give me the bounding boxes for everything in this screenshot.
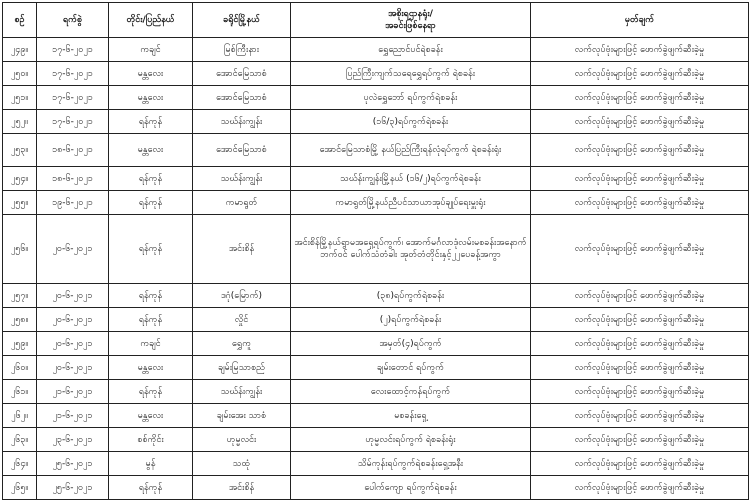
cell-no: ၂၆၃။ [3, 428, 37, 452]
cell-remark: လက်လုပ်ဗုံးများဖြင့် ဖောက်ခွဲဖျက်ဆီးခဲ့မှု [531, 110, 749, 134]
cell-date: ၁၈-၆-၂၀၂၁ [37, 167, 109, 191]
cell-place: အမှတ်(၄)ရပ်ကွက် [291, 332, 531, 356]
header-remark: မှတ်ချက် [531, 3, 749, 38]
cell-date: ၂၀-၆-၂၀၂၁ [37, 332, 109, 356]
cell-no: ၂၅၇။ [3, 284, 37, 308]
cell-date: ၁၇-၆-၂၀၂၁ [37, 62, 109, 86]
cell-township: မြစ်ကြီးနား [193, 38, 291, 62]
cell-region: ရန်ကုန် [109, 191, 193, 215]
cell-region: မန္တလေး [109, 62, 193, 86]
cell-place: (၂)ရပ်ကွက်ရဲစခန်း [291, 308, 531, 332]
cell-date: ၂၀-၆-၂၀၂၁ [37, 215, 109, 284]
cell-township: အောင်မြေသာစံ [193, 134, 291, 167]
cell-remark: လက်လုပ်ဗုံးများဖြင့် ဖောက်ခွဲဖျက်ဆီးခဲ့မှု [531, 308, 749, 332]
cell-remark: လက်လုပ်ဗုံးများဖြင့် ဖောက်ခွဲဖျက်ဆီးခဲ့မှု [531, 167, 749, 191]
cell-no: ၂၆၂။ [3, 404, 37, 428]
cell-date: ၁၇-၆-၂၀၂၁ [37, 110, 109, 134]
cell-date: ၂၀-၆-၂၀၂၁ [37, 284, 109, 308]
cell-remark: လက်လုပ်ဗုံးများဖြင့် ဖောက်ခွဲဖျက်ဆီးခဲ့မှု [531, 38, 749, 62]
cell-township: အောင်မြေသာစံ [193, 86, 291, 110]
cell-region: ရန်ကုန် [109, 167, 193, 191]
cell-township: အင်းစိန် [193, 215, 291, 284]
cell-date: ၁၈-၆-၂၀၂၁ [37, 134, 109, 167]
table-row [3, 134, 749, 167]
header-place [291, 3, 531, 38]
cell-region: ရန်ကုန် [109, 215, 193, 284]
table-row [3, 428, 749, 452]
table-row [3, 38, 749, 62]
cell-no: ၂၆၀။ [3, 356, 37, 380]
cell-place: (၃၈)ရပ်ကွက်ရဲစခန်း [291, 284, 531, 308]
cell-no: ၂၅၀။ [3, 62, 37, 86]
cell-remark: လက်လုပ်ဗုံးများဖြင့် ဖောက်ခွဲဖျက်ဆီးခဲ့မှု [531, 476, 749, 500]
table-row [3, 62, 749, 86]
cell-region: ရန်ကုန် [109, 380, 193, 404]
cell-remark: လက်လုပ်ဗုံးများဖြင့် ဖောက်ခွဲဖျက်ဆီးခဲ့မှု [531, 284, 749, 308]
table-row [3, 380, 749, 404]
cell-remark: လက်လုပ်ဗုံးများဖြင့် ဖောက်ခွဲဖျက်ဆီးခဲ့မှု [531, 215, 749, 284]
cell-township: အောင်မြေသာစံ [193, 62, 291, 86]
table-row [3, 452, 749, 476]
cell-no: ၂၆၄။ [3, 452, 37, 476]
cell-no: ၂၅၂။ [3, 110, 37, 134]
cell-township: ဟုမ္မလင်း [193, 428, 291, 452]
cell-region: မန္တလေး [109, 356, 193, 380]
cell-remark: လက်လုပ်ဗုံးများဖြင့် ဖောက်ခွဲဖျက်ဆီးခဲ့မှု [531, 134, 749, 167]
cell-place: သဃ်န်းကျွန်းမြို့နယ် (၁၆/၂)ရပ်ကွက်ရဲစခန်း [291, 167, 531, 191]
cell-no: ၂၅၉။ [3, 332, 37, 356]
cell-date: ၂၅-၆-၂၀၂၁ [37, 476, 109, 500]
cell-remark: လက်လုပ်ဗုံးများဖြင့် ဖောက်ခွဲဖျက်ဆီးခဲ့မှု [531, 191, 749, 215]
cell-region: ရန်ကုန် [109, 308, 193, 332]
table-body [3, 38, 749, 500]
cell-no: ၂၅၄။ [3, 167, 37, 191]
cell-township: သဃ်န်းကျွန်း [193, 380, 291, 404]
table-row [3, 191, 749, 215]
cell-township: သဃ်န်းကျွန်း [193, 167, 291, 191]
table-row [3, 476, 749, 500]
cell-township: လှိုင် [193, 308, 291, 332]
cell-township: ချမ်းမြသာစည် [193, 356, 291, 380]
cell-no: ၂၅၈။ [3, 308, 37, 332]
cell-remark: လက်လုပ်ဗုံးများဖြင့် ဖောက်ခွဲဖျက်ဆီးခဲ့မှု [531, 380, 749, 404]
cell-place: သိမ်ကုန်းရပ်ကွက်ရဲစခန်းရှေ့အနီး [291, 452, 531, 476]
cell-region: မန္တလေး [109, 86, 193, 110]
table-row [3, 308, 749, 332]
cell-region: ကချင် [109, 332, 193, 356]
cell-place: လေးထောင့်ကန်ရပ်ကွက် [291, 380, 531, 404]
cell-region: မန္တလေး [109, 404, 193, 428]
cell-no: ၂၄၉။ [3, 38, 37, 62]
table-row [3, 110, 749, 134]
table-header-row [3, 3, 749, 38]
header-place-line1: အစိုးရဌာနရုံး/ [388, 9, 433, 19]
table-row [3, 332, 749, 356]
header-region: တိုင်း/ပြည်နယ် [109, 3, 193, 38]
cell-date: ၁၇-၆-၂၀၂၁ [37, 86, 109, 110]
cell-remark: လက်လုပ်ဗုံးများဖြင့် ဖောက်ခွဲဖျက်ဆီးခဲ့မှု [531, 62, 749, 86]
table-row [3, 167, 749, 191]
cell-region: ကချင် [109, 38, 193, 62]
cell-no: ၂၅၆။ [3, 215, 37, 284]
cell-date: ၂၁-၆-၂၀၂၁ [37, 380, 109, 404]
cell-place: ချမ်းတောင် ရပ်ကွက် [291, 356, 531, 380]
cell-township: သထုံ [193, 452, 291, 476]
cell-place: ပုလဲရွှေဘော် ရပ်ကွက်ရဲစခန်း [291, 86, 531, 110]
cell-place: အင်းစိန်မြို့နယ်ရွာမအရှေ့ရပ်ကွက်၊ အောက်မင်္ဂလာဒုံလမ်းမစခန်းအနောက်ဘက်ဝင် ပေါက်သံတံခါး အုတ်တံတိုင်းနှင့်၂၂ပေခန့်အကွာ [291, 215, 531, 284]
cell-remark: လက်လုပ်ဗုံးများဖြင့် ဖောက်ခွဲဖျက်ဆီးခဲ့မှု [531, 428, 749, 452]
cell-remark: လက်လုပ်ဗုံးများဖြင့် ဖောက်ခွဲဖျက်ဆီးခဲ့မှု [531, 356, 749, 380]
cell-region: ရန်ကုန် [109, 284, 193, 308]
cell-no: ၂၅၁။ [3, 86, 37, 110]
cell-place: ဟုမ္မလင်းရပ်ကွက် ရဲစခန်းရုံး [291, 428, 531, 452]
cell-date: ၂၁-၆-၂၀၂၁ [37, 404, 109, 428]
cell-place: ပေါက်ကျော ရပ်ကွက်ရဲစခန်း [291, 476, 531, 500]
table-row [3, 215, 749, 284]
cell-remark: လက်လုပ်ဗုံးများဖြင့် ဖောက်ခွဲဖျက်ဆီးခဲ့မှု [531, 332, 749, 356]
table-row [3, 404, 749, 428]
cell-date: ၂၀-၆-၂၀၂၁ [37, 308, 109, 332]
document-page [0, 2, 750, 493]
cell-no: ၂၅၅။ [3, 191, 37, 215]
cell-remark: လက်လုပ်ဗုံးများဖြင့် ဖောက်ခွဲဖျက်ဆီးခဲ့မှု [531, 452, 749, 476]
cell-township: အင်းစိန် [193, 476, 291, 500]
cell-no: ၂၆၁။ [3, 380, 37, 404]
table-row [3, 86, 749, 110]
header-date: ရက်စွဲ [37, 3, 109, 38]
cell-place: ကမာရွတ်မြို့နယ်ညီပင်သာယာအုပ်ချုပ်ရေးမှူးရုံး [291, 191, 531, 215]
cell-region: ရန်ကုန် [109, 110, 193, 134]
header-no: စဉ် [3, 3, 37, 38]
cell-no: ၂၅၃။ [3, 134, 37, 167]
cell-date: ၁၉-၆-၂၀၂၁ [37, 191, 109, 215]
cell-township: သဃ်န်းကျွန်း [193, 110, 291, 134]
cell-date: ၂၀-၆-၂၀၂၁ [37, 356, 109, 380]
cell-date: ၂၃-၆-၂၀၂၁ [37, 428, 109, 452]
cell-date: ၁၇-၆-၂၀၂၁ [37, 38, 109, 62]
cell-region: မန္တလေး [109, 134, 193, 167]
cell-place: မစခန်းရှေ့ [291, 404, 531, 428]
cell-township: ရွှေကူ [193, 332, 291, 356]
header-place-line2: အခင်းဖြစ်နေရာ [385, 21, 436, 31]
cell-place: ပြည်ကြီးကျက်သရေရွှေရပ်ကွက် ရဲစခန်း [291, 62, 531, 86]
header-township: ခရိုင်မြို့နယ် [193, 3, 291, 38]
cell-township: ကမာရွတ် [193, 191, 291, 215]
cell-region: စစ်ကိုင်း [109, 428, 193, 452]
cell-township: ဒဂုံ(မြောက်) [193, 284, 291, 308]
cell-region: မွန် [109, 452, 193, 476]
table-row [3, 284, 749, 308]
cell-remark: လက်လုပ်ဗုံးများဖြင့် ဖောက်ခွဲဖျက်ဆီးခဲ့မှု [531, 404, 749, 428]
cell-remark: လက်လုပ်ဗုံးများဖြင့် ဖောက်ခွဲဖျက်ဆီးခဲ့မှု [531, 86, 749, 110]
cell-place: ရွှေညောင်ပင်ရဲစခန်း [291, 38, 531, 62]
cell-no: ၂၆၅။ [3, 476, 37, 500]
table-row [3, 356, 749, 380]
cell-township: ချမ်းအေး သာစံ [193, 404, 291, 428]
cell-place: အောင်မြေသာစံမြို့ နယ်ပြည်ကြီးရန်လုံရပ်ကွက် ရဲစခန်းရုံး [291, 134, 531, 167]
cell-date: ၂၅-၆-၂၀၂၁ [37, 452, 109, 476]
cell-region: ရန်ကုန် [109, 476, 193, 500]
incident-table [2, 2, 749, 500]
cell-place: (၁၆/၃)ရပ်ကွက်ရဲစခန်း [291, 110, 531, 134]
